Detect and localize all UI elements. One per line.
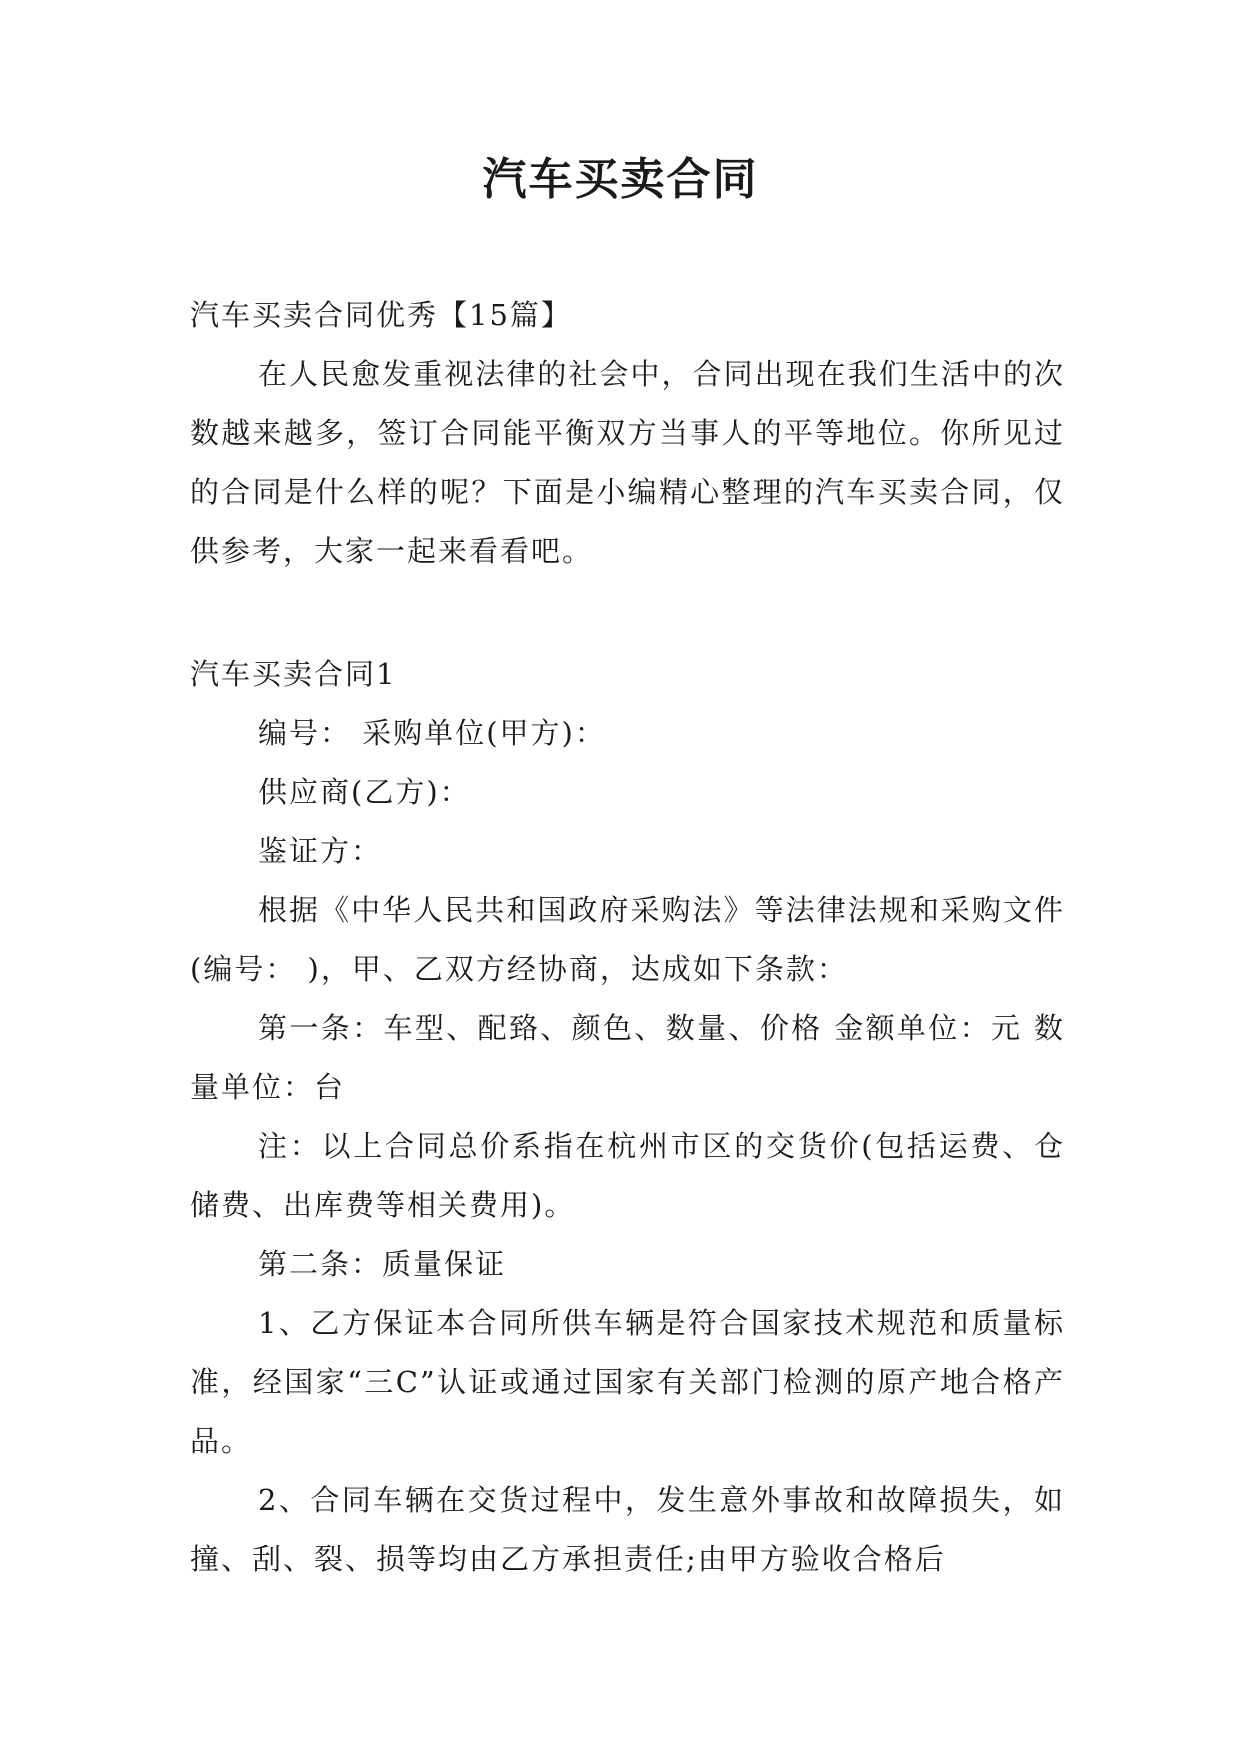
- paragraph-clause-1: 1、乙方保证本合同所供车辆是符合国家技术规范和质量标准，经国家“三C”认证或通过国家有关部门检测的原产地合格产品。: [190, 1306, 1065, 1458]
- paragraph-number-and-buyer: 编号： 采购单位(甲方)：: [258, 716, 606, 750]
- paragraph-supplier: 供应商(乙方)：: [258, 775, 471, 809]
- paragraph-legal-basis: 根据《中华人民共和国政府采购法》等法律法规和采购文件(编号： )，甲、乙双方经协商，达成如下条款：: [190, 893, 1065, 986]
- paragraph-clause-2: 2、合同车辆在交货过程中，发生意外事故和故障损失，如撞、刮、裂、损等均由乙方承担责任;由甲方验收合格后: [190, 1483, 1065, 1576]
- paragraph-witness: 鉴证方：: [258, 834, 383, 868]
- intro-paragraph: 在人民愈发重视法律的社会中，合同出现在我们生活中的次数越来越多，签订合同能平衡双方当事人的平等地位。你所见过的合同是什么样的呢？下面是小编精心整理的汽车买卖合同，仅供参考，大家一起来看看吧。: [190, 357, 1065, 568]
- paragraph-article-2: 第二条：质量保证: [258, 1247, 507, 1281]
- paragraph-note: 注：以上合同总价系指在杭州市区的交货价(包括运费、仓储费、出库费等相关费用)。: [190, 1129, 1065, 1222]
- document-title: 汽车买卖合同: [482, 154, 759, 205]
- section-spacer: [190, 581, 1065, 645]
- section-heading: 汽车买卖合同1: [190, 657, 397, 691]
- document-body: [190, 286, 1065, 1589]
- paragraph-article-1: 第一条：车型、配臵、颜色、数量、价格 金额单位：元 数量单位：台: [190, 1011, 1065, 1104]
- document-subtitle: 汽车买卖合同优秀【15篇】: [190, 298, 572, 332]
